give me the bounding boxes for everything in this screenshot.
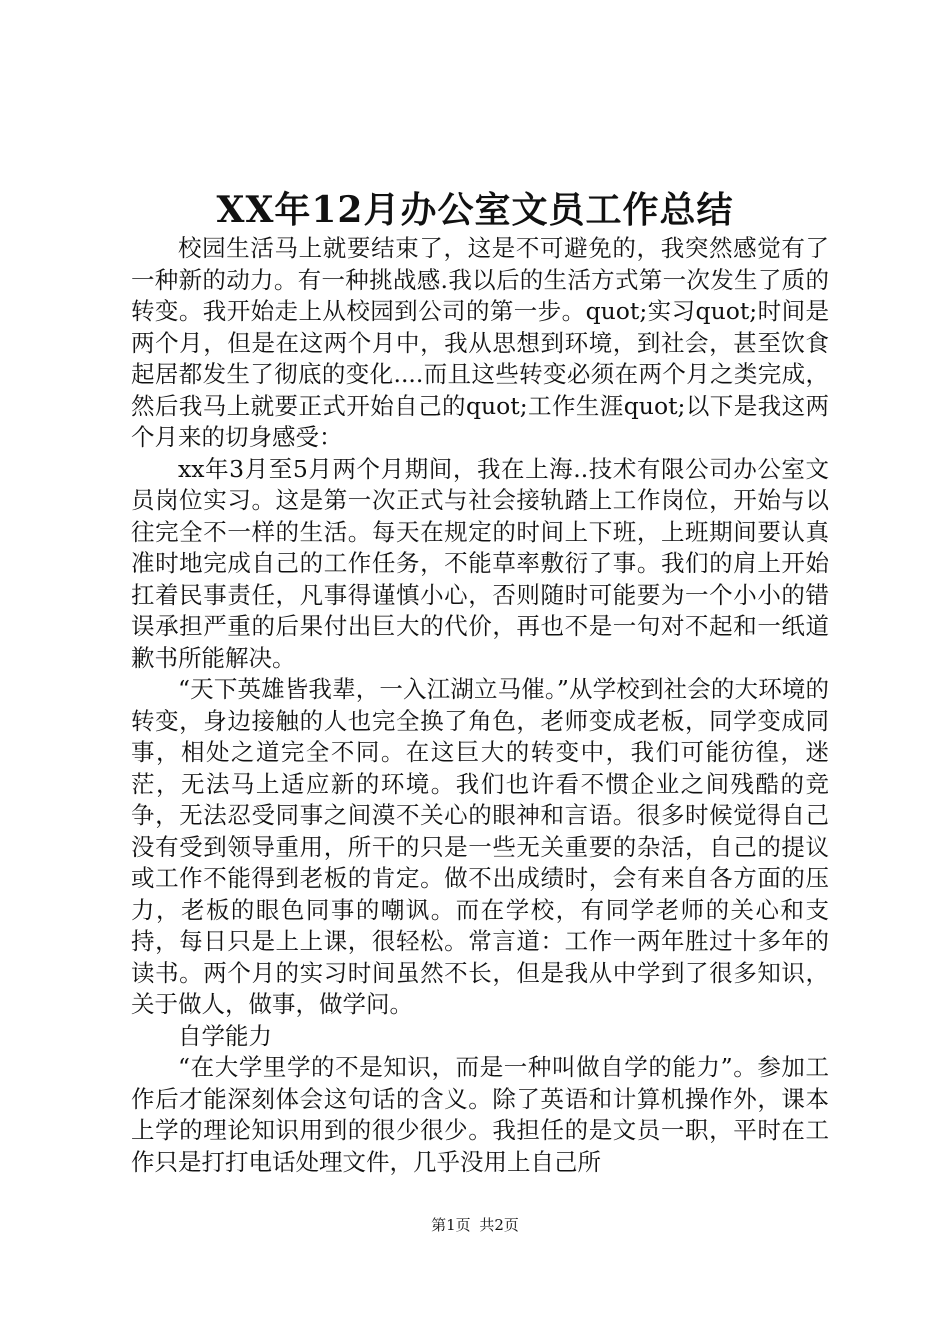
paragraph: “在大学里学的不是知识，而是一种叫做自学的能力”。参加工作后才能深刻体会这句话的含义。除了英语和计算机操作外，课本上学的理论知识用到的很少很少。我担任的是文员一职，平时在工作只是打打电话处理文件，几乎没用上自己所 [131,1053,829,1176]
document-title: XX年12月办公室文员工作总结 [216,189,734,231]
paragraph: 校园生活马上就要结束了，这是不可避免的，我突然感觉有了一种新的动力。有一种挑战感.我以后的生活方式第一次发生了质的转变。我开始走上从校园到公司的第一步。quot;实习quot;时间是两个月，但是在这两个月中，我从思想到环境，到社会，甚至饮食起居都发生了彻底的变化....而且这些转变必须在两个月之类完成，然后我马上就要正式开始自己的quot;工作生涯quot;以下是我这两个月来的切身感受： [131,234,829,451]
paragraph: “天下英雄皆我辈，一入江湖立马催。”从学校到社会的大环境的转变，身边接触的人也完全换了角色，老师变成老板，同学变成同事，相处之道完全不同。在这巨大的转变中，我们可能彷徨，迷茫，无法马上适应新的环境。我们也许看不惯企业之间残酷的竞争，无法忍受同事之间漠不关心的眼神和言语。很多时候觉得自己没有受到领导重用，所干的只是一些无关重要的杂活，自己的提议或工作不能得到老板的肯定。做不出成绩时，会有来自各方面的压力，老板的眼色同事的嘲讽。而在学校，有同学老师的关心和支持，每日只是上上课，很轻松。常言道：工作一两年胜过十多年的读书。两个月的实习时间虽然不长，但是我从中学到了很多知识，关于做人，做事，做学问。 [131,675,829,1018]
section-heading: 自学能力 [178,1021,272,1050]
document-body [131,233,829,1178]
page-number-footer: 第1页 共2页 [431,1216,519,1234]
paragraph: xx年3月至5月两个月期间，我在上海..技术有限公司办公室文员岗位实习。这是第一次正式与社会接轨踏上工作岗位，开始与以往完全不一样的生活。每天在规定的时间上下班，上班期间要认真准时地完成自己的工作任务，不能草率敷衍了事。我们的肩上开始扛着民事责任，凡事得谨慎小心，否则随时可能要为一个小小的错误承担严重的后果付出巨大的代价，再也不是一句对不起和一纸道歉书所能解决。 [131,454,829,672]
